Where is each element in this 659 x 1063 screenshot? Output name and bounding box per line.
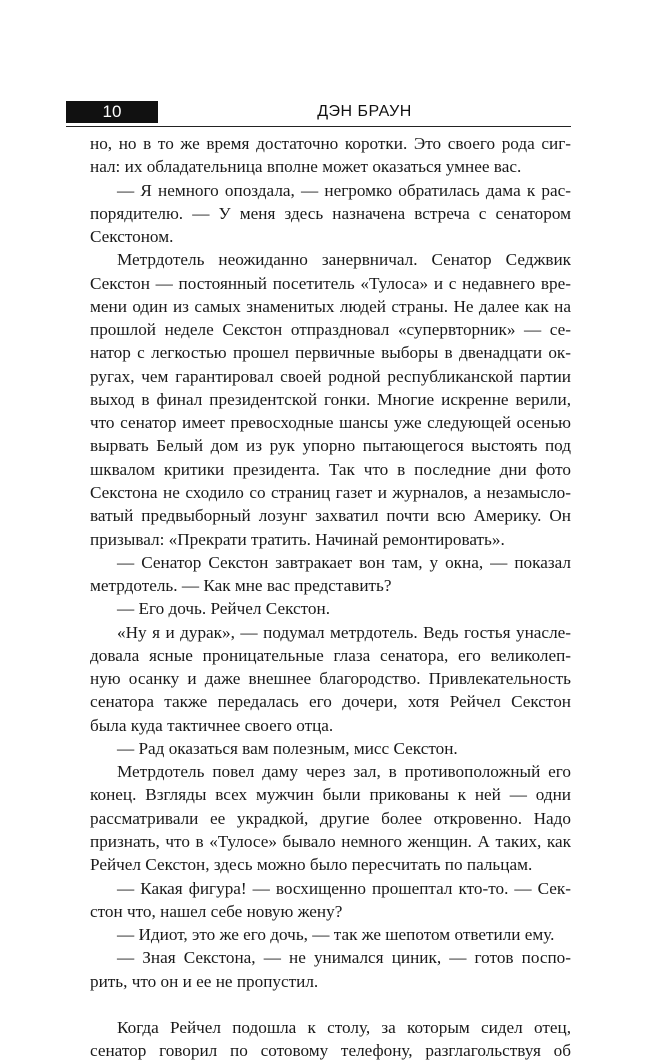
- text-line: призывал: «Прекрати тратить. Начинай ремонтировать».: [90, 529, 505, 549]
- text-line: Рейчел Секстон, здесь можно было пересчитать по пальцам.: [90, 855, 533, 875]
- running-title: ДЭН БРАУН: [317, 103, 412, 120]
- text-line: нал: их обладательница вполне может оказаться умнее вас.: [90, 157, 522, 177]
- text-line: — Я немного опоздала, — негромко обратилась дама к рас-: [117, 180, 571, 200]
- text-line: шквалом критики президента. Так что в последние дни фото: [90, 459, 571, 479]
- text-line: сенатор говорил по сотовому телефону, разглагольствуя об: [90, 1041, 571, 1061]
- text-line: мени один из самых знаменитых людей страны. Не далее как на: [90, 296, 571, 316]
- text-line: — Зная Секстона, — не унимался циник, — готов поспо-: [117, 948, 571, 968]
- text-line: стон что, нашел себе новую жену?: [90, 901, 343, 921]
- text-line: рассматривали ее украдкой, другие более откровенно. Надо: [90, 808, 571, 828]
- running-header: [66, 101, 571, 123]
- text-line: довала ясные проницательные глаза сенатора, его великолеп-: [90, 645, 571, 665]
- text-line: ругах, чем гарантировал своей родной республиканской партии: [90, 366, 571, 386]
- text-line: конец. Взгляды всех мужчин были прикованы к ней — одни: [90, 785, 571, 805]
- text-line: — Рад оказаться вам полезным, мисс Секстон.: [117, 738, 458, 758]
- text-line: прошлой неделе Секстон отпраздновал «супервторник» — се-: [90, 320, 571, 340]
- text-line: что сенатор имеет превосходные шансы уже следующей осенью: [90, 413, 571, 433]
- text-line: но, но в то же время достаточно коротки. Это своего рода сиг-: [90, 134, 571, 153]
- text-line: метрдотель. — Как мне вас представить?: [90, 576, 392, 596]
- text-line: Секстона не сходило со страниц газет и журналов, а незамысло-: [90, 482, 571, 502]
- section-break: [90, 993, 571, 1016]
- text-line: Секстоном.: [90, 227, 174, 247]
- text-line: Метрдотель неожиданно занервничал. Сенатор Седжвик: [117, 250, 571, 270]
- page-number: 10: [66, 101, 158, 123]
- text-line: ватый предвыборный лозунг захватил почти всю Америку. Он: [90, 506, 571, 526]
- header-rule: [66, 126, 571, 127]
- text-line: Когда Рейчел подошла к столу, за которым сидел отец,: [117, 1018, 571, 1038]
- text-line: порядителю. — У меня здесь назначена встреча с сенатором: [90, 203, 571, 223]
- text-body: [90, 132, 571, 1063]
- text-line: — Сенатор Секстон завтракает вон там, у окна, — показал: [117, 552, 571, 572]
- text-line: рить, что он и ее не пропустил.: [90, 971, 319, 991]
- text-line: ную осанку и даже внешнее благородство. Привлекательность: [90, 669, 571, 689]
- text-line: — Его дочь. Рейчел Секстон.: [117, 599, 330, 619]
- text-line: выход в финал президентской гонки. Многие искренне верили,: [90, 389, 571, 409]
- text-line: признать, что в «Тулосе» бывало немного женщин. А таких, как: [90, 831, 571, 851]
- text-line: вырвать Белый дом из рук упорно пытающегося выстоять под: [90, 436, 571, 456]
- text-line: натор с легкостью прошел первичные выборы в двенадцати ок-: [90, 343, 571, 363]
- text-line: — Идиот, это же его дочь, — так же шепотом ответили ему.: [117, 925, 555, 945]
- text-line: — Какая фигура! — восхищенно прошептал кто-то. — Сек-: [117, 878, 571, 898]
- text-line: «Ну я и дурак», — подумал метрдотель. Ведь гостья унасле-: [117, 622, 571, 642]
- text-line: сенатора также передалась его дочери, хотя Рейчел Секстон: [90, 692, 571, 712]
- text-line: Секстон — постоянный посетитель «Тулоса» и с недавнего вре-: [90, 273, 571, 293]
- text-line: Метрдотель повел даму через зал, в противоположный его: [117, 762, 571, 782]
- text-line: была куда тактичнее своего отца.: [90, 715, 334, 735]
